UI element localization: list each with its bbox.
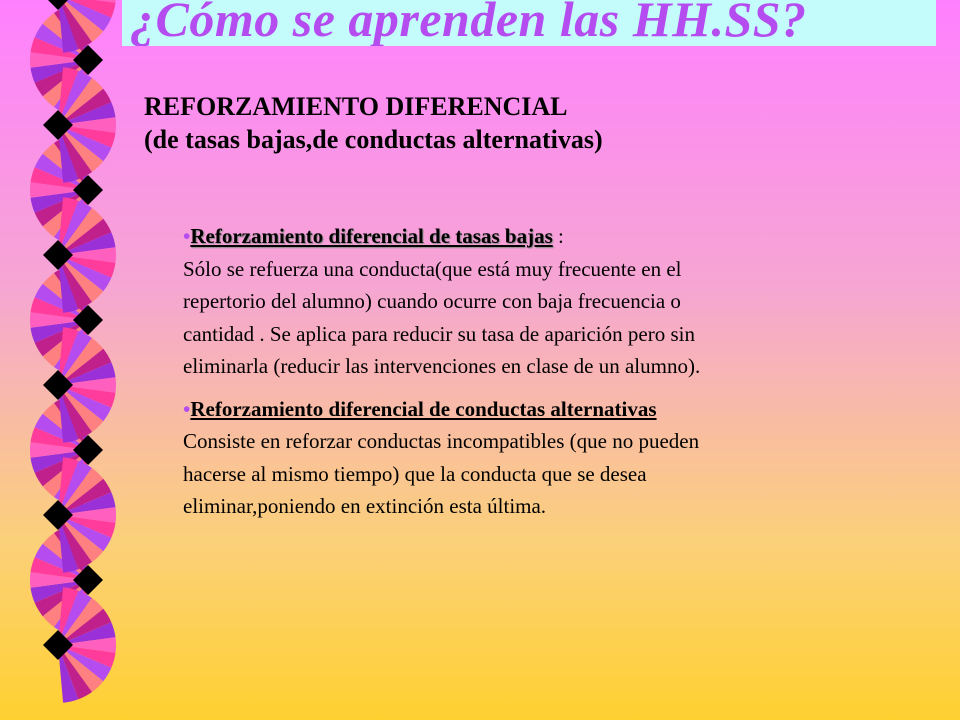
bullet-text-line: cantidad . Se aplica para reducir su tasa de aparición pero sin xyxy=(183,321,695,346)
decorative-fan-border xyxy=(0,0,130,720)
subtitle-line-1: REFORZAMIENTO DIFERENCIAL xyxy=(144,92,568,121)
bullet-text-line: eliminarla (reducir las intervenciones en clase de un alumno). xyxy=(183,354,701,378)
title-banner xyxy=(122,0,936,46)
page-title: ¿Cómo se aprenden las HH.SS? xyxy=(130,0,807,46)
bullet-text-line: eliminar,poniendo en extinción esta última. xyxy=(183,494,547,518)
bullet-heading: Reforzamiento diferencial de conductas alternativas xyxy=(190,396,657,421)
bullet-marker: • xyxy=(183,396,191,421)
subtitle-line-2: (de tasas bajas,de conductas alternativas) xyxy=(144,125,603,154)
bullet-text-line: hacerse al mismo tiempo) que la conducta que se desea xyxy=(183,461,647,486)
slide-subtitle xyxy=(144,90,603,156)
bullet-marker: • xyxy=(183,224,191,248)
content-body xyxy=(183,220,883,533)
bullet-text-line: Consiste en reforzar conductas incompatibles (que no pueden xyxy=(183,429,700,453)
bullet-text-line: repertorio del alumno) cuando ocurre con baja frecuencia o xyxy=(183,289,681,313)
bullet-heading: Reforzamiento diferencial de tasas bajas xyxy=(190,224,553,248)
bullet-item-tasas-bajas xyxy=(183,220,883,383)
bullet-text-line: Sólo se refuerza una conducta(que está muy frecuente en el xyxy=(183,256,682,281)
bullet-item-conductas-alternativas xyxy=(183,393,883,523)
bullet-heading-suffix: : xyxy=(552,224,564,248)
